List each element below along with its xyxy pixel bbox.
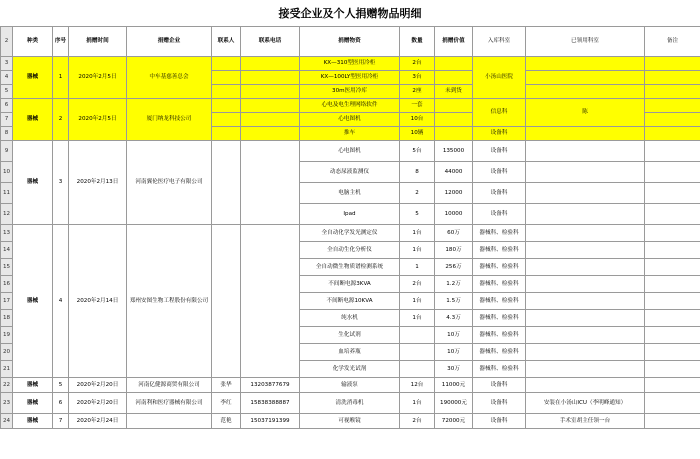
header-company[interactable]: 捐赠企业 (127, 27, 212, 57)
qty-cell[interactable]: 2台 (400, 57, 435, 71)
value-cell[interactable]: 10万 (435, 344, 473, 361)
qty-cell[interactable]: 1台 (400, 310, 435, 327)
header-qty[interactable]: 数量 (400, 27, 435, 57)
row-number[interactable]: 23 (1, 393, 13, 414)
dept-cell[interactable]: 信息科 (473, 99, 526, 127)
phone-cell[interactable] (241, 113, 300, 127)
table-row (1, 225, 700, 242)
company-cell[interactable]: 厦门纳龙科技公司 (127, 99, 212, 141)
note-cell[interactable] (645, 127, 700, 141)
item-cell[interactable]: KX—310型医用冷柜 (300, 57, 400, 71)
used-cell[interactable]: 手术室胡主任领一台 (526, 414, 645, 429)
row-number[interactable]: 12 (1, 204, 13, 225)
value-cell[interactable]: 4.3万 (435, 310, 473, 327)
used-cell[interactable] (526, 293, 645, 310)
note-cell[interactable] (645, 99, 700, 113)
note-cell[interactable] (645, 71, 700, 85)
row-number[interactable]: 4 (1, 71, 13, 85)
value-cell[interactable]: 未到货 (435, 85, 473, 99)
value-cell[interactable]: 44000 (435, 162, 473, 183)
row-number[interactable]: 7 (1, 113, 13, 127)
used-cell[interactable] (526, 71, 645, 85)
item-cell[interactable]: 不间断电源3KVA (300, 276, 400, 293)
used-cell[interactable] (526, 310, 645, 327)
used-cell[interactable]: 安装在小汤山ICU（李明峰通知） (526, 393, 645, 414)
contact-cell[interactable] (212, 99, 241, 113)
category-cell[interactable]: 器械 (13, 57, 53, 99)
header-category[interactable]: 种类 (13, 27, 53, 57)
used-cell[interactable] (526, 141, 645, 162)
item-cell[interactable]: 全自动生化分析仪 (300, 242, 400, 259)
value-cell[interactable]: 135000 (435, 141, 473, 162)
qty-cell[interactable]: 1台 (400, 225, 435, 242)
note-cell[interactable] (645, 183, 700, 204)
date-cell[interactable]: 2020年2月24日 (69, 414, 127, 429)
category-cell[interactable]: 器械 (13, 378, 53, 393)
row-number[interactable]: 13 (1, 225, 13, 242)
note-cell[interactable] (645, 141, 700, 162)
company-cell[interactable]: 河南亿健源商贸有限公司 (127, 378, 212, 393)
no-cell[interactable]: 4 (53, 225, 69, 378)
qty-cell[interactable]: 3台 (400, 71, 435, 85)
note-cell[interactable] (645, 310, 700, 327)
no-cell[interactable]: 6 (53, 393, 69, 414)
qty-cell[interactable] (400, 361, 435, 378)
phone-cell[interactable] (241, 57, 300, 71)
row-number[interactable]: 24 (1, 414, 13, 429)
value-cell[interactable]: 11000元 (435, 378, 473, 393)
item-cell[interactable]: 推车 (300, 127, 400, 141)
value-cell[interactable]: 180万 (435, 242, 473, 259)
dept-cell[interactable]: 小汤山医院 (473, 57, 526, 99)
qty-cell[interactable]: 12台 (400, 378, 435, 393)
table-row (1, 393, 700, 414)
dept-cell[interactable]: 设备科 (473, 127, 526, 141)
item-cell[interactable]: 生化试剂 (300, 327, 400, 344)
dept-cell[interactable]: 器械科、检验科 (473, 327, 526, 344)
company-cell[interactable]: 郑州安图生物工程股份有限公司 (127, 225, 212, 378)
value-cell[interactable]: 30万 (435, 361, 473, 378)
row-number[interactable]: 17 (1, 293, 13, 310)
value-cell[interactable]: 190000元 (435, 393, 473, 414)
row-number[interactable]: 22 (1, 378, 13, 393)
row-number[interactable]: 11 (1, 183, 13, 204)
item-cell[interactable]: 输液泵 (300, 378, 400, 393)
header-contact[interactable]: 联系人 (212, 27, 241, 57)
item-cell[interactable]: 清洗消毒机 (300, 393, 400, 414)
no-cell[interactable]: 3 (53, 141, 69, 225)
used-cell[interactable] (526, 127, 645, 141)
used-cell[interactable] (526, 344, 645, 361)
table-row (1, 99, 700, 113)
company-cell[interactable]: 河南利和医疗器械有限公司 (127, 393, 212, 414)
note-cell[interactable] (645, 85, 700, 99)
qty-cell[interactable]: 1台 (400, 393, 435, 414)
row-number[interactable]: 14 (1, 242, 13, 259)
contact-cell[interactable]: 范艳 (212, 414, 241, 429)
item-cell[interactable]: 心电图机 (300, 141, 400, 162)
value-cell[interactable]: 10万 (435, 327, 473, 344)
value-cell[interactable]: 10000 (435, 204, 473, 225)
qty-cell[interactable]: 5台 (400, 141, 435, 162)
item-cell[interactable]: 全自动化学发光测定仪 (300, 225, 400, 242)
item-cell[interactable]: 可视喉镜 (300, 414, 400, 429)
used-cell[interactable] (526, 183, 645, 204)
dept-cell[interactable]: 设备科 (473, 378, 526, 393)
dept-cell[interactable]: 器械科、检验科 (473, 310, 526, 327)
note-cell[interactable] (645, 57, 700, 71)
dept-cell[interactable]: 器械科、检验科 (473, 344, 526, 361)
phone-cell[interactable]: 13203877679 (241, 378, 300, 393)
dept-cell[interactable]: 设备科 (473, 141, 526, 162)
date-cell[interactable]: 2020年2月5日 (69, 99, 127, 141)
header-note[interactable]: 备注 (645, 27, 700, 57)
row-number[interactable]: 19 (1, 327, 13, 344)
value-cell[interactable] (435, 127, 473, 141)
qty-cell[interactable]: 一套 (400, 99, 435, 113)
phone-cell[interactable] (241, 127, 300, 141)
note-cell[interactable] (645, 344, 700, 361)
qty-cell[interactable]: 10台 (400, 113, 435, 127)
phone-cell[interactable] (241, 99, 300, 113)
contact-cell[interactable] (212, 85, 241, 99)
dept-cell[interactable]: 器械科、检验科 (473, 293, 526, 310)
used-cell[interactable] (526, 242, 645, 259)
value-cell[interactable]: 1.2万 (435, 276, 473, 293)
item-cell[interactable]: Ipad (300, 204, 400, 225)
row-number[interactable]: 8 (1, 127, 13, 141)
date-cell[interactable]: 2020年2月5日 (69, 57, 127, 99)
used-cell[interactable] (526, 85, 645, 99)
header-no[interactable]: 序号 (53, 27, 69, 57)
value-cell[interactable]: 72000元 (435, 414, 473, 429)
company-cell[interactable] (127, 414, 212, 429)
value-cell[interactable] (435, 57, 473, 71)
value-cell[interactable]: 256万 (435, 259, 473, 276)
row-number[interactable]: 10 (1, 162, 13, 183)
item-cell[interactable]: 30m医用冷库 (300, 85, 400, 99)
header-date[interactable]: 捐赠时间 (69, 27, 127, 57)
item-cell[interactable]: 心电及电生理网络软件 (300, 99, 400, 113)
dept-cell[interactable]: 设备科 (473, 204, 526, 225)
header-used[interactable]: 已领用科室 (526, 27, 645, 57)
used-cell[interactable] (526, 204, 645, 225)
note-cell[interactable] (645, 378, 700, 393)
row-number[interactable]: 21 (1, 361, 13, 378)
qty-cell[interactable]: 1台 (400, 242, 435, 259)
used-cell[interactable] (526, 225, 645, 242)
header-row (1, 27, 700, 57)
used-cell[interactable] (526, 162, 645, 183)
row-number[interactable]: 5 (1, 85, 13, 99)
item-cell[interactable]: 血培养瓶 (300, 344, 400, 361)
item-cell[interactable]: 心电图机 (300, 113, 400, 127)
contact-cell[interactable]: 张华 (212, 378, 241, 393)
qty-cell[interactable]: 5 (400, 204, 435, 225)
contact-cell[interactable] (212, 225, 241, 378)
date-cell[interactable]: 2020年2月20日 (69, 393, 127, 414)
value-cell[interactable]: 12000 (435, 183, 473, 204)
dept-cell[interactable]: 器械科、检验科 (473, 242, 526, 259)
dept-cell[interactable]: 设备科 (473, 393, 526, 414)
used-cell[interactable] (526, 378, 645, 393)
used-cell[interactable] (526, 57, 645, 71)
note-cell[interactable] (645, 414, 700, 429)
phone-cell[interactable] (241, 85, 300, 99)
used-cell[interactable]: 陈 (526, 99, 645, 127)
contact-cell[interactable] (212, 57, 241, 71)
value-cell[interactable] (435, 113, 473, 127)
header-dept[interactable]: 入库科室 (473, 27, 526, 57)
qty-cell[interactable]: 1台 (400, 293, 435, 310)
dept-cell[interactable]: 设备科 (473, 162, 526, 183)
note-cell[interactable] (645, 293, 700, 310)
dept-cell[interactable]: 器械科、检验科 (473, 276, 526, 293)
table-row (1, 378, 700, 393)
used-cell[interactable] (526, 361, 645, 378)
contact-cell[interactable] (212, 71, 241, 85)
sheet-title: 接受企业及个人捐赠物品明细 (0, 0, 700, 26)
phone-cell[interactable] (241, 71, 300, 85)
no-cell[interactable]: 1 (53, 57, 69, 99)
note-cell[interactable] (645, 361, 700, 378)
row-number[interactable]: 15 (1, 259, 13, 276)
contact-cell[interactable] (212, 141, 241, 225)
table-row (1, 141, 700, 162)
row-number[interactable]: 6 (1, 99, 13, 113)
used-cell[interactable] (526, 276, 645, 293)
note-cell[interactable] (645, 242, 700, 259)
qty-cell[interactable]: 2台 (400, 414, 435, 429)
date-cell[interactable]: 2020年2月13日 (69, 141, 127, 225)
no-cell[interactable]: 5 (53, 378, 69, 393)
header-value[interactable]: 捐赠价值 (435, 27, 473, 57)
used-cell[interactable] (526, 259, 645, 276)
value-cell[interactable]: 60万 (435, 225, 473, 242)
category-cell[interactable]: 器械 (13, 141, 53, 225)
dept-cell[interactable]: 器械科、检验科 (473, 225, 526, 242)
no-cell[interactable]: 7 (53, 414, 69, 429)
used-cell[interactable] (526, 327, 645, 344)
dept-cell[interactable]: 器械科、检验科 (473, 259, 526, 276)
category-cell[interactable]: 器械 (13, 225, 53, 378)
no-cell[interactable]: 2 (53, 99, 69, 141)
note-cell[interactable] (645, 113, 700, 127)
item-cell[interactable]: 动态尿液监测仪 (300, 162, 400, 183)
category-cell[interactable]: 器械 (13, 393, 53, 414)
contact-cell[interactable] (212, 127, 241, 141)
category-cell[interactable]: 器械 (13, 414, 53, 429)
date-cell[interactable]: 2020年2月14日 (69, 225, 127, 378)
qty-cell[interactable]: 2 (400, 183, 435, 204)
qty-cell[interactable] (400, 327, 435, 344)
phone-cell[interactable] (241, 141, 300, 225)
value-cell[interactable] (435, 99, 473, 113)
row-number[interactable]: 9 (1, 141, 13, 162)
dept-cell[interactable]: 设备科 (473, 183, 526, 204)
note-cell[interactable] (645, 259, 700, 276)
note-cell[interactable] (645, 276, 700, 293)
table-row (1, 57, 700, 71)
donation-table (0, 26, 700, 429)
value-cell[interactable] (435, 71, 473, 85)
dept-cell[interactable]: 设备科 (473, 414, 526, 429)
qty-cell[interactable]: 8 (400, 162, 435, 183)
table-row (1, 414, 700, 429)
phone-cell[interactable] (241, 225, 300, 378)
value-cell[interactable]: 1.5万 (435, 293, 473, 310)
header-phone[interactable]: 联系电话 (241, 27, 300, 57)
qty-cell[interactable]: 10辆 (400, 127, 435, 141)
row-number[interactable]: 18 (1, 310, 13, 327)
contact-cell[interactable] (212, 113, 241, 127)
qty-cell[interactable]: 1 (400, 259, 435, 276)
company-cell[interactable]: 河南翼伦医疗电子有限公司 (127, 141, 212, 225)
header-item[interactable]: 捐赠物资 (300, 27, 400, 57)
row-number[interactable]: 3 (1, 57, 13, 71)
item-cell[interactable]: 电脑主机 (300, 183, 400, 204)
note-cell[interactable] (645, 327, 700, 344)
note-cell[interactable] (645, 204, 700, 225)
qty-cell[interactable]: 2台 (400, 276, 435, 293)
row-number[interactable]: 2 (1, 27, 13, 57)
item-cell[interactable]: 全自动微生物质谱检测系统 (300, 259, 400, 276)
date-cell[interactable]: 2020年2月20日 (69, 378, 127, 393)
item-cell[interactable]: 不间断电源10KVA (300, 293, 400, 310)
contact-cell[interactable]: 李红 (212, 393, 241, 414)
row-number[interactable]: 20 (1, 344, 13, 361)
row-number[interactable]: 16 (1, 276, 13, 293)
note-cell[interactable] (645, 225, 700, 242)
category-cell[interactable]: 器械 (13, 99, 53, 141)
note-cell[interactable] (645, 393, 700, 414)
qty-cell[interactable]: 2座 (400, 85, 435, 99)
qty-cell[interactable] (400, 344, 435, 361)
item-cell[interactable]: 化学发光试剂 (300, 361, 400, 378)
phone-cell[interactable]: 15037191399 (241, 414, 300, 429)
item-cell[interactable]: KX—100LY型医用冷柜 (300, 71, 400, 85)
dept-cell[interactable]: 器械科、检验科 (473, 361, 526, 378)
item-cell[interactable]: 纯水机 (300, 310, 400, 327)
phone-cell[interactable]: 15838388887 (241, 393, 300, 414)
note-cell[interactable] (645, 162, 700, 183)
company-cell[interactable]: 中车基慈善总会 (127, 57, 212, 99)
